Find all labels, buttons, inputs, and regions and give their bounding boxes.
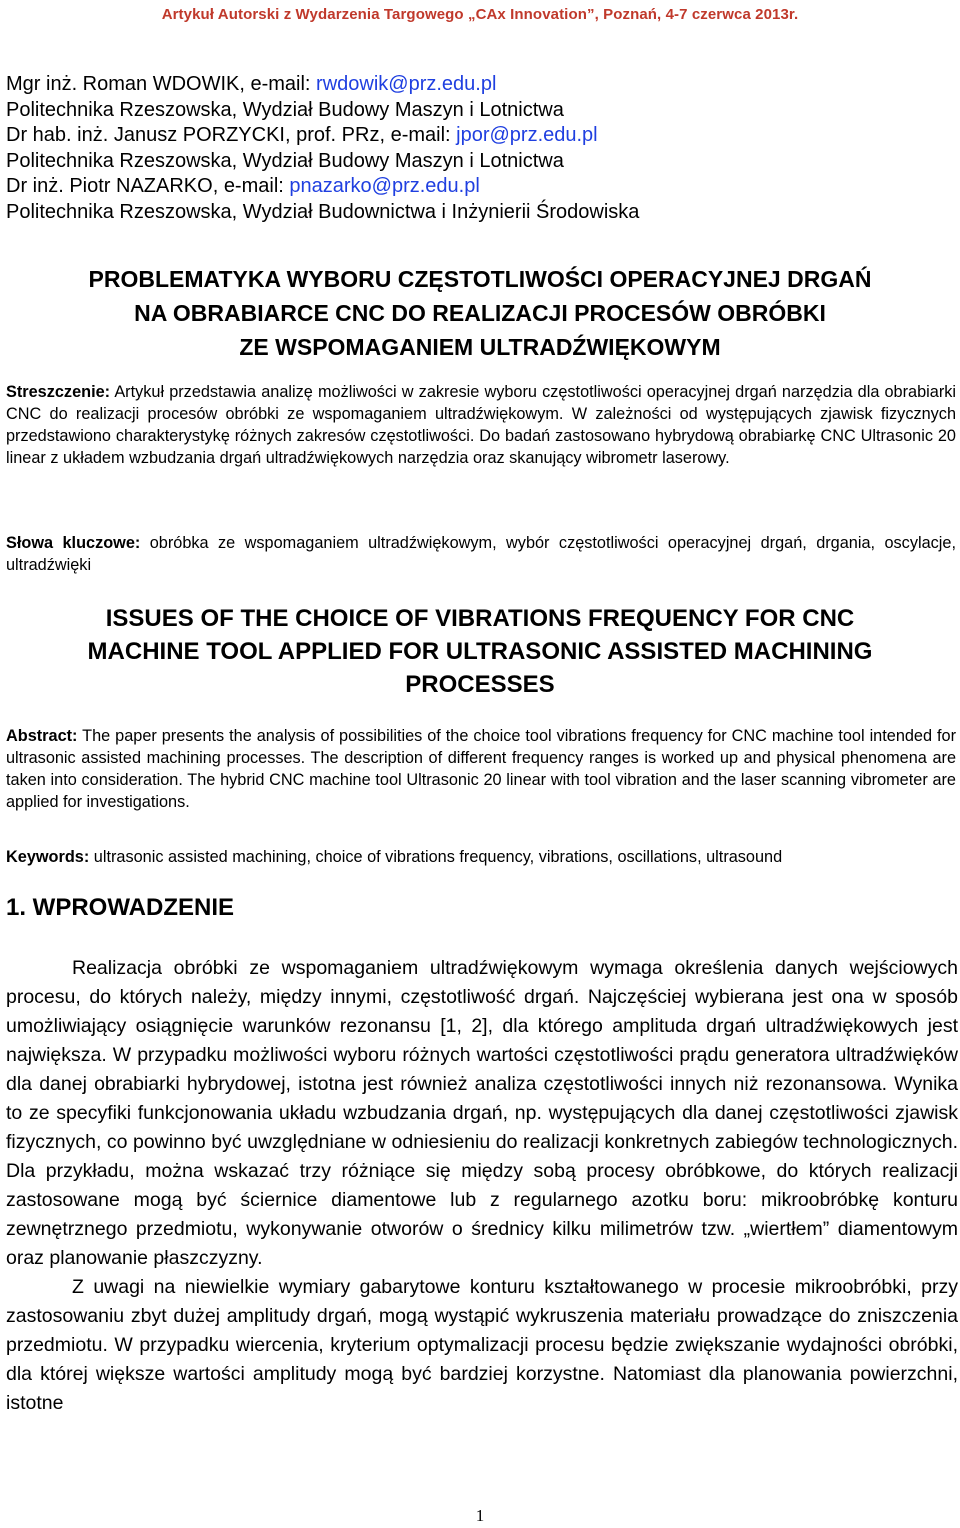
abstract-text: The paper presents the analysis of possibilities of the choice tool vibrations frequency for CNC machine tool intended for ultrasonic assisted machining processes. The description of different frequency ranges is worked up and physical phenomena are taken into consideration. The hybrid CNC machine tool Ultrasonic 20 linear with tool vibration and the laser scanning vibrometer are applied for investigations.: [6, 727, 956, 811]
keywords-english: [6, 846, 956, 868]
title-line: PROCESSES: [405, 671, 555, 698]
author-affiliation: Politechnika Rzeszowska, Wydział Budowy Maszyn i Lotnictwa: [6, 98, 564, 121]
page-number: 1: [475, 1506, 485, 1525]
title-polish: [0, 262, 960, 364]
keywords-polish: [6, 532, 956, 576]
keywords-text: ultrasonic assisted machining, choice of vibrations frequency, vibrations, oscillations, ultrasound: [89, 848, 783, 866]
abstract-label: Abstract:: [6, 727, 78, 745]
author-affiliation: Politechnika Rzeszowska, Wydział Budowy Maszyn i Lotnictwa: [6, 149, 564, 172]
title-line: MACHINE TOOL APPLIED FOR ULTRASONIC ASSISTED MACHINING: [87, 638, 873, 665]
author-affiliation: Politechnika Rzeszowska, Wydział Budownictwa i Inżynierii Środowiska: [6, 200, 640, 223]
author-name: Mgr inż. Roman WDOWIK, e-mail:: [6, 73, 317, 95]
keywords-label: Keywords:: [6, 848, 90, 866]
author-email-link[interactable]: pnazarko@prz.edu.pl: [289, 175, 480, 197]
body-paragraph: Realizacja obróbki ze wspomaganiem ultradźwiękowym wymaga określenia danych wejściowych procesu, do których należy, między innymi, częstotliwość drgań. Najczęściej wybierana jest ona w sposób umożliwiający osiągnięcie warunków rezonansu [1, 2], dla którego amplituda drgań ultradźwiękowych jest największa. W przypadku możliwości wyboru różnych wartości częstotliwości prądu generatora ultradźwięków dla danej obrabiarki hybrydowej, istotna jest również analiza częstotliwości innych niż rezonansowa. Wynika to ze specyfiki funkcjonowania układu wzbudzania drgań, np. występujących dla danej częstotliwości zjawisk fizycznych, co powinno być uwzględniane w odniesieniu do realizacji konkretnych zabiegów technologicznych. Dla przykładu, można wskazać trzy różniące się między sobą procesy obróbkowe, do których realizacji zastosowane mogą być ściernice diamentowe lub z regularnego azotku boru: mikroobróbkę konturu zewnętrznego przedmiotu, wykonywanie otworów o średnicy kilku milimetrów tzw. „wiertłem” diamentowym oraz planowanie płaszczyzny.: [6, 957, 958, 1269]
author-name: Dr inż. Piotr NAZARKO, e-mail:: [6, 175, 290, 197]
title-line: ISSUES OF THE CHOICE OF VIBRATIONS FREQUENCY FOR CNC: [105, 605, 855, 632]
title-line: ZE WSPOMAGANIEM ULTRADŹWIĘKOWYM: [239, 334, 721, 360]
title-line: PROBLEMATYKA WYBORU CZĘSTOTLIWOŚCI OPERACYJNEJ DRGAŃ: [88, 266, 872, 292]
abstract-text: Artykuł przedstawia analizę możliwości w zakresie wyboru częstotliwości operacyjnej drgań narzędzia dla obrabiarki CNC do realizacji procesów obróbki ze wspomaganiem ultradźwiękowym. W zależności od występujących zjawisk fizycznych przedstawiono charakterystykę różnych zakresów częstotliwości. Do badań zastosowano hybrydową obrabiarkę CNC Ultrasonic 20 linear z układem wzbudzania drgań ultradźwiękowych narzędzia oraz skanujący wibrometr laserowy.: [6, 383, 956, 467]
body-paragraph: Z uwagi na niewielkie wymiary gabarytowe konturu kształtowanego w procesie mikroobróbki, przy zastosowaniu zbyt dużej amplitudy drgań, mogą wystąpić wykruszenia materiału prowadzące do zniszczenia przedmiotu. W przypadku wiercenia, kryterium optymalizacji procesu będzie zwiększanie wydajności obróbki, dla której większe wartości amplitudy mogą być bardziej korzystne. Natomiast dla planowania powierzchni, istotne: [6, 1276, 958, 1414]
author-name: Dr hab. inż. Janusz PORZYCKI, prof. PRz, e-mail:: [6, 124, 457, 146]
conference-header: Artykuł Autorski z Wydarzenia Targowego „CAx Innovation”, Poznań, 4-7 czerwca 2013r.: [161, 6, 799, 23]
title-line: NA OBRABIARCE CNC DO REALIZACJI PROCESÓW OBRÓBKI: [134, 300, 826, 326]
author-line: [6, 123, 956, 149]
keywords-label: Słowa kluczowe:: [6, 534, 141, 552]
title-english: [0, 602, 960, 701]
section-body: [6, 954, 958, 1418]
author-block: [6, 72, 956, 225]
keywords-text: obróbka ze wspomaganiem ultradźwiękowym, wybór częstotliwości operacyjnej drgań, drgania, oscylacje, ultradźwięki: [6, 534, 956, 574]
abstract-label: Streszczenie:: [6, 383, 111, 401]
abstract-english: [6, 725, 956, 813]
section-heading: 1. WPROWADZENIE: [6, 894, 235, 921]
abstract-polish: [6, 381, 956, 469]
author-email-link[interactable]: rwdowik@prz.edu.pl: [316, 73, 497, 95]
author-line: [6, 174, 956, 200]
author-line: [6, 72, 956, 98]
author-email-link[interactable]: jpor@prz.edu.pl: [456, 124, 598, 146]
